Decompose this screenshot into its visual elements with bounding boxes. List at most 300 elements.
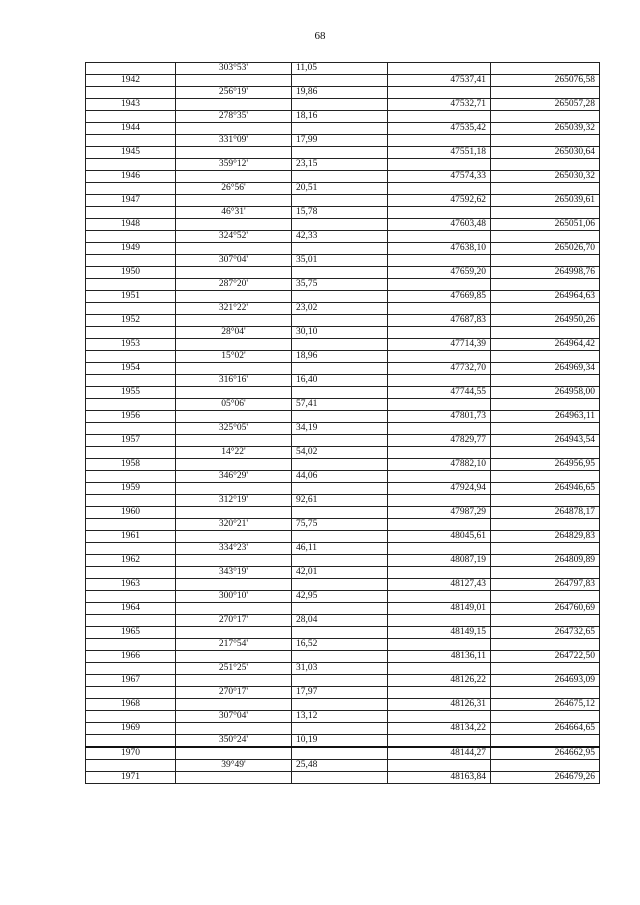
direction-angle-cell: 324°52' [176,231,292,243]
distance-cell [292,699,388,711]
x-coordinate-cell [388,639,491,651]
x-coordinate-cell: 48136,11 [388,651,491,663]
y-coordinate-cell: 264958,00 [491,387,600,399]
point-row [86,75,600,87]
y-coordinate-cell: 265030,64 [491,147,600,159]
year-cell [86,471,176,483]
segment-row [86,255,600,267]
direction-angle-cell [176,579,292,591]
distance-cell [292,723,388,735]
distance-cell: 92,61 [292,495,388,507]
point-row [86,555,600,567]
year-cell: 1971 [86,772,176,784]
year-cell [86,279,176,291]
distance-cell: 34,19 [292,423,388,435]
distance-cell [292,627,388,639]
segment-row [86,735,600,748]
y-coordinate-cell [491,399,600,411]
direction-angle-cell [176,171,292,183]
year-cell: 1968 [86,699,176,711]
x-coordinate-cell: 47801,73 [388,411,491,423]
y-coordinate-cell: 264943,54 [491,435,600,447]
segment-row [86,375,600,387]
year-cell [86,615,176,627]
year-cell: 1970 [86,747,176,760]
y-coordinate-cell: 264675,12 [491,699,600,711]
distance-cell [292,339,388,351]
y-coordinate-cell: 265039,32 [491,123,600,135]
direction-angle-cell: 15°02' [176,351,292,363]
distance-cell [292,171,388,183]
distance-cell: 44,06 [292,471,388,483]
x-coordinate-cell [388,663,491,675]
x-coordinate-cell [388,471,491,483]
point-row [86,435,600,447]
year-cell: 1964 [86,603,176,615]
point-row [86,315,600,327]
distance-cell: 16,52 [292,639,388,651]
x-coordinate-cell: 47669,85 [388,291,491,303]
segment-row [86,159,600,171]
x-coordinate-cell [388,591,491,603]
y-coordinate-cell [491,591,600,603]
direction-angle-cell [176,411,292,423]
direction-angle-cell [176,195,292,207]
distance-cell: 17,97 [292,687,388,699]
distance-cell [292,123,388,135]
direction-angle-cell [176,699,292,711]
direction-angle-cell [176,772,292,784]
x-coordinate-cell: 47551,18 [388,147,491,159]
year-cell [86,711,176,723]
distance-cell [292,195,388,207]
coordinates-table [85,62,600,784]
direction-angle-cell: 278°35' [176,111,292,123]
point-row [86,772,600,784]
x-coordinate-cell [388,687,491,699]
distance-cell: 54,02 [292,447,388,459]
point-row [86,291,600,303]
x-coordinate-cell: 48163,84 [388,772,491,784]
y-coordinate-cell: 264950,26 [491,315,600,327]
direction-angle-cell [176,627,292,639]
x-coordinate-cell [388,711,491,723]
direction-angle-cell: 334°23' [176,543,292,555]
segment-row [86,327,600,339]
y-coordinate-cell [491,639,600,651]
year-cell [86,591,176,603]
direction-angle-cell: 346°29' [176,471,292,483]
year-cell [86,399,176,411]
x-coordinate-cell [388,207,491,219]
year-cell: 1951 [86,291,176,303]
segment-row [86,207,600,219]
direction-angle-cell [176,291,292,303]
segment-row [86,231,600,243]
year-cell: 1947 [86,195,176,207]
y-coordinate-cell [491,159,600,171]
x-coordinate-cell [388,63,491,75]
year-cell: 1958 [86,459,176,471]
distance-cell [292,267,388,279]
direction-angle-cell [176,603,292,615]
point-row [86,147,600,159]
year-cell [86,663,176,675]
y-coordinate-cell: 264969,34 [491,363,600,375]
y-coordinate-cell [491,231,600,243]
direction-angle-cell [176,651,292,663]
distance-cell: 46,11 [292,543,388,555]
point-row [86,387,600,399]
y-coordinate-cell: 265076,58 [491,75,600,87]
y-coordinate-cell: 264998,76 [491,267,600,279]
distance-cell: 16,40 [292,375,388,387]
y-coordinate-cell: 264964,63 [491,291,600,303]
direction-angle-cell [176,555,292,567]
y-coordinate-cell: 264722,50 [491,651,600,663]
year-cell [86,303,176,315]
direction-angle-cell: 287°20' [176,279,292,291]
direction-angle-cell: 316°16' [176,375,292,387]
direction-angle-cell [176,675,292,687]
direction-angle-cell [176,123,292,135]
direction-angle-cell: 46°31' [176,207,292,219]
segment-row [86,591,600,603]
x-coordinate-cell: 47532,71 [388,99,491,111]
distance-cell: 31,03 [292,663,388,675]
distance-cell [292,603,388,615]
distance-cell: 19,86 [292,87,388,99]
y-coordinate-cell [491,207,600,219]
x-coordinate-cell: 47535,42 [388,123,491,135]
year-cell: 1949 [86,243,176,255]
segment-row [86,663,600,675]
x-coordinate-cell [388,87,491,99]
direction-angle-cell: 270°17' [176,687,292,699]
y-coordinate-cell [491,135,600,147]
distance-cell: 13,12 [292,711,388,723]
year-cell: 1953 [86,339,176,351]
direction-angle-cell: 05°06' [176,399,292,411]
direction-angle-cell: 28°04' [176,327,292,339]
direction-angle-cell [176,147,292,159]
segment-row [86,423,600,435]
x-coordinate-cell: 48127,43 [388,579,491,591]
y-coordinate-cell: 264809,89 [491,555,600,567]
y-coordinate-cell: 265026,70 [491,243,600,255]
segment-row [86,760,600,772]
x-coordinate-cell: 48126,31 [388,699,491,711]
x-coordinate-cell [388,423,491,435]
y-coordinate-cell: 264679,26 [491,772,600,784]
distance-cell: 42,95 [292,591,388,603]
y-coordinate-cell: 264664,65 [491,723,600,735]
distance-cell [292,363,388,375]
y-coordinate-cell [491,495,600,507]
segment-row [86,495,600,507]
distance-cell: 57,41 [292,399,388,411]
x-coordinate-cell [388,735,491,748]
point-row [86,243,600,255]
distance-cell [292,651,388,663]
y-coordinate-cell [491,687,600,699]
x-coordinate-cell: 48087,19 [388,555,491,567]
direction-angle-cell: 217°54' [176,639,292,651]
y-coordinate-cell: 264946,65 [491,483,600,495]
distance-cell [292,531,388,543]
point-row [86,603,600,615]
y-coordinate-cell [491,567,600,579]
y-coordinate-cell: 264662,95 [491,747,600,760]
direction-angle-cell: 14°22' [176,447,292,459]
segment-row [86,711,600,723]
direction-angle-cell: 307°04' [176,255,292,267]
y-coordinate-cell [491,375,600,387]
x-coordinate-cell: 47592,62 [388,195,491,207]
year-cell [86,207,176,219]
y-coordinate-cell: 265030,32 [491,171,600,183]
x-coordinate-cell: 47924,94 [388,483,491,495]
distance-cell [292,435,388,447]
year-cell [86,423,176,435]
y-coordinate-cell [491,111,600,123]
y-coordinate-cell [491,471,600,483]
year-cell [86,543,176,555]
direction-angle-cell [176,459,292,471]
year-cell [86,447,176,459]
direction-angle-cell [176,723,292,735]
distance-cell: 35,75 [292,279,388,291]
point-row [86,267,600,279]
direction-angle-cell [176,747,292,760]
segment-row [86,447,600,459]
year-cell [86,255,176,267]
direction-angle-cell: 26°56' [176,183,292,195]
segment-row [86,639,600,651]
x-coordinate-cell [388,519,491,531]
distance-cell: 18,16 [292,111,388,123]
direction-angle-cell: 343°19' [176,567,292,579]
direction-angle-cell [176,75,292,87]
segment-row [86,615,600,627]
distance-cell [292,243,388,255]
x-coordinate-cell [388,183,491,195]
distance-cell [292,315,388,327]
segment-row [86,543,600,555]
distance-cell: 75,75 [292,519,388,531]
direction-angle-cell [176,507,292,519]
x-coordinate-cell [388,111,491,123]
direction-angle-cell: 256°19' [176,87,292,99]
x-coordinate-cell: 47638,10 [388,243,491,255]
year-cell [86,327,176,339]
direction-angle-cell: 312°19' [176,495,292,507]
page-number: 68 [314,30,326,42]
direction-angle-cell [176,435,292,447]
point-row [86,747,600,760]
y-coordinate-cell: 264964,42 [491,339,600,351]
segment-row [86,351,600,363]
segment-row [86,63,600,75]
distance-cell [292,459,388,471]
distance-cell [292,579,388,591]
direction-angle-cell: 325°05' [176,423,292,435]
distance-cell [292,411,388,423]
x-coordinate-cell: 48144,27 [388,747,491,760]
year-cell: 1942 [86,75,176,87]
y-coordinate-cell [491,735,600,748]
year-cell: 1956 [86,411,176,423]
y-coordinate-cell: 264878,17 [491,507,600,519]
x-coordinate-cell: 47603,48 [388,219,491,231]
year-cell [86,760,176,772]
year-cell: 1965 [86,627,176,639]
x-coordinate-cell [388,567,491,579]
x-coordinate-cell: 47687,83 [388,315,491,327]
distance-cell [292,772,388,784]
distance-cell [292,483,388,495]
y-coordinate-cell [491,711,600,723]
x-coordinate-cell [388,159,491,171]
y-coordinate-cell [491,63,600,75]
distance-cell [292,291,388,303]
y-coordinate-cell [491,423,600,435]
x-coordinate-cell: 48045,61 [388,531,491,543]
distance-cell [292,675,388,687]
x-coordinate-cell [388,231,491,243]
year-cell: 1961 [86,531,176,543]
point-row [86,171,600,183]
x-coordinate-cell: 47732,70 [388,363,491,375]
distance-cell [292,555,388,567]
year-cell [86,519,176,531]
x-coordinate-cell [388,495,491,507]
distance-cell [292,747,388,760]
distance-cell [292,75,388,87]
distance-cell: 30,10 [292,327,388,339]
x-coordinate-cell: 48149,15 [388,627,491,639]
x-coordinate-cell [388,255,491,267]
y-coordinate-cell [491,327,600,339]
year-cell: 1952 [86,315,176,327]
direction-angle-cell [176,339,292,351]
x-coordinate-cell: 48149,01 [388,603,491,615]
point-row [86,123,600,135]
x-coordinate-cell: 47537,41 [388,75,491,87]
point-row [86,99,600,111]
year-cell: 1969 [86,723,176,735]
year-cell: 1948 [86,219,176,231]
y-coordinate-cell [491,255,600,267]
distance-cell: 10,19 [292,735,388,748]
point-row [86,459,600,471]
year-cell: 1963 [86,579,176,591]
segment-row [86,519,600,531]
direction-angle-cell: 321°22' [176,303,292,315]
direction-angle-cell [176,243,292,255]
y-coordinate-cell [491,615,600,627]
x-coordinate-cell: 47987,29 [388,507,491,519]
y-coordinate-cell [491,663,600,675]
segment-row [86,111,600,123]
x-coordinate-cell: 47882,10 [388,459,491,471]
point-row [86,363,600,375]
y-coordinate-cell: 265039,61 [491,195,600,207]
year-cell [86,495,176,507]
year-cell: 1960 [86,507,176,519]
y-coordinate-cell [491,183,600,195]
year-cell [86,375,176,387]
y-coordinate-cell [491,543,600,555]
y-coordinate-cell: 265057,28 [491,99,600,111]
distance-cell: 25,48 [292,760,388,772]
distance-cell [292,507,388,519]
point-row [86,627,600,639]
year-cell [86,111,176,123]
year-cell: 1954 [86,363,176,375]
year-cell: 1962 [86,555,176,567]
distance-cell: 28,04 [292,615,388,627]
year-cell: 1955 [86,387,176,399]
segment-row [86,471,600,483]
segment-row [86,687,600,699]
direction-angle-cell: 320°21' [176,519,292,531]
year-cell: 1943 [86,99,176,111]
year-cell [86,687,176,699]
direction-angle-cell [176,99,292,111]
y-coordinate-cell [491,447,600,459]
year-cell: 1946 [86,171,176,183]
y-coordinate-cell: 264760,69 [491,603,600,615]
distance-cell [292,219,388,231]
year-cell: 1966 [86,651,176,663]
segment-row [86,279,600,291]
segment-row [86,303,600,315]
direction-angle-cell: 303°53' [176,63,292,75]
x-coordinate-cell [388,327,491,339]
segment-row [86,399,600,411]
x-coordinate-cell: 47829,77 [388,435,491,447]
direction-angle-cell [176,315,292,327]
direction-angle-cell: 307°04' [176,711,292,723]
year-cell [86,63,176,75]
x-coordinate-cell [388,543,491,555]
year-cell: 1957 [86,435,176,447]
direction-angle-cell [176,219,292,231]
point-row [86,651,600,663]
distance-cell [292,387,388,399]
point-row [86,579,600,591]
x-coordinate-cell: 47714,39 [388,339,491,351]
distance-cell: 23,15 [292,159,388,171]
year-cell: 1959 [86,483,176,495]
distance-cell: 23,02 [292,303,388,315]
distance-cell: 18,96 [292,351,388,363]
direction-angle-cell: 359°12' [176,159,292,171]
year-cell: 1950 [86,267,176,279]
direction-angle-cell [176,483,292,495]
y-coordinate-cell [491,519,600,531]
x-coordinate-cell: 48126,22 [388,675,491,687]
year-cell [86,135,176,147]
point-row [86,675,600,687]
x-coordinate-cell [388,375,491,387]
point-row [86,195,600,207]
segment-row [86,135,600,147]
point-row [86,723,600,735]
direction-angle-cell: 300°10' [176,591,292,603]
year-cell: 1967 [86,675,176,687]
